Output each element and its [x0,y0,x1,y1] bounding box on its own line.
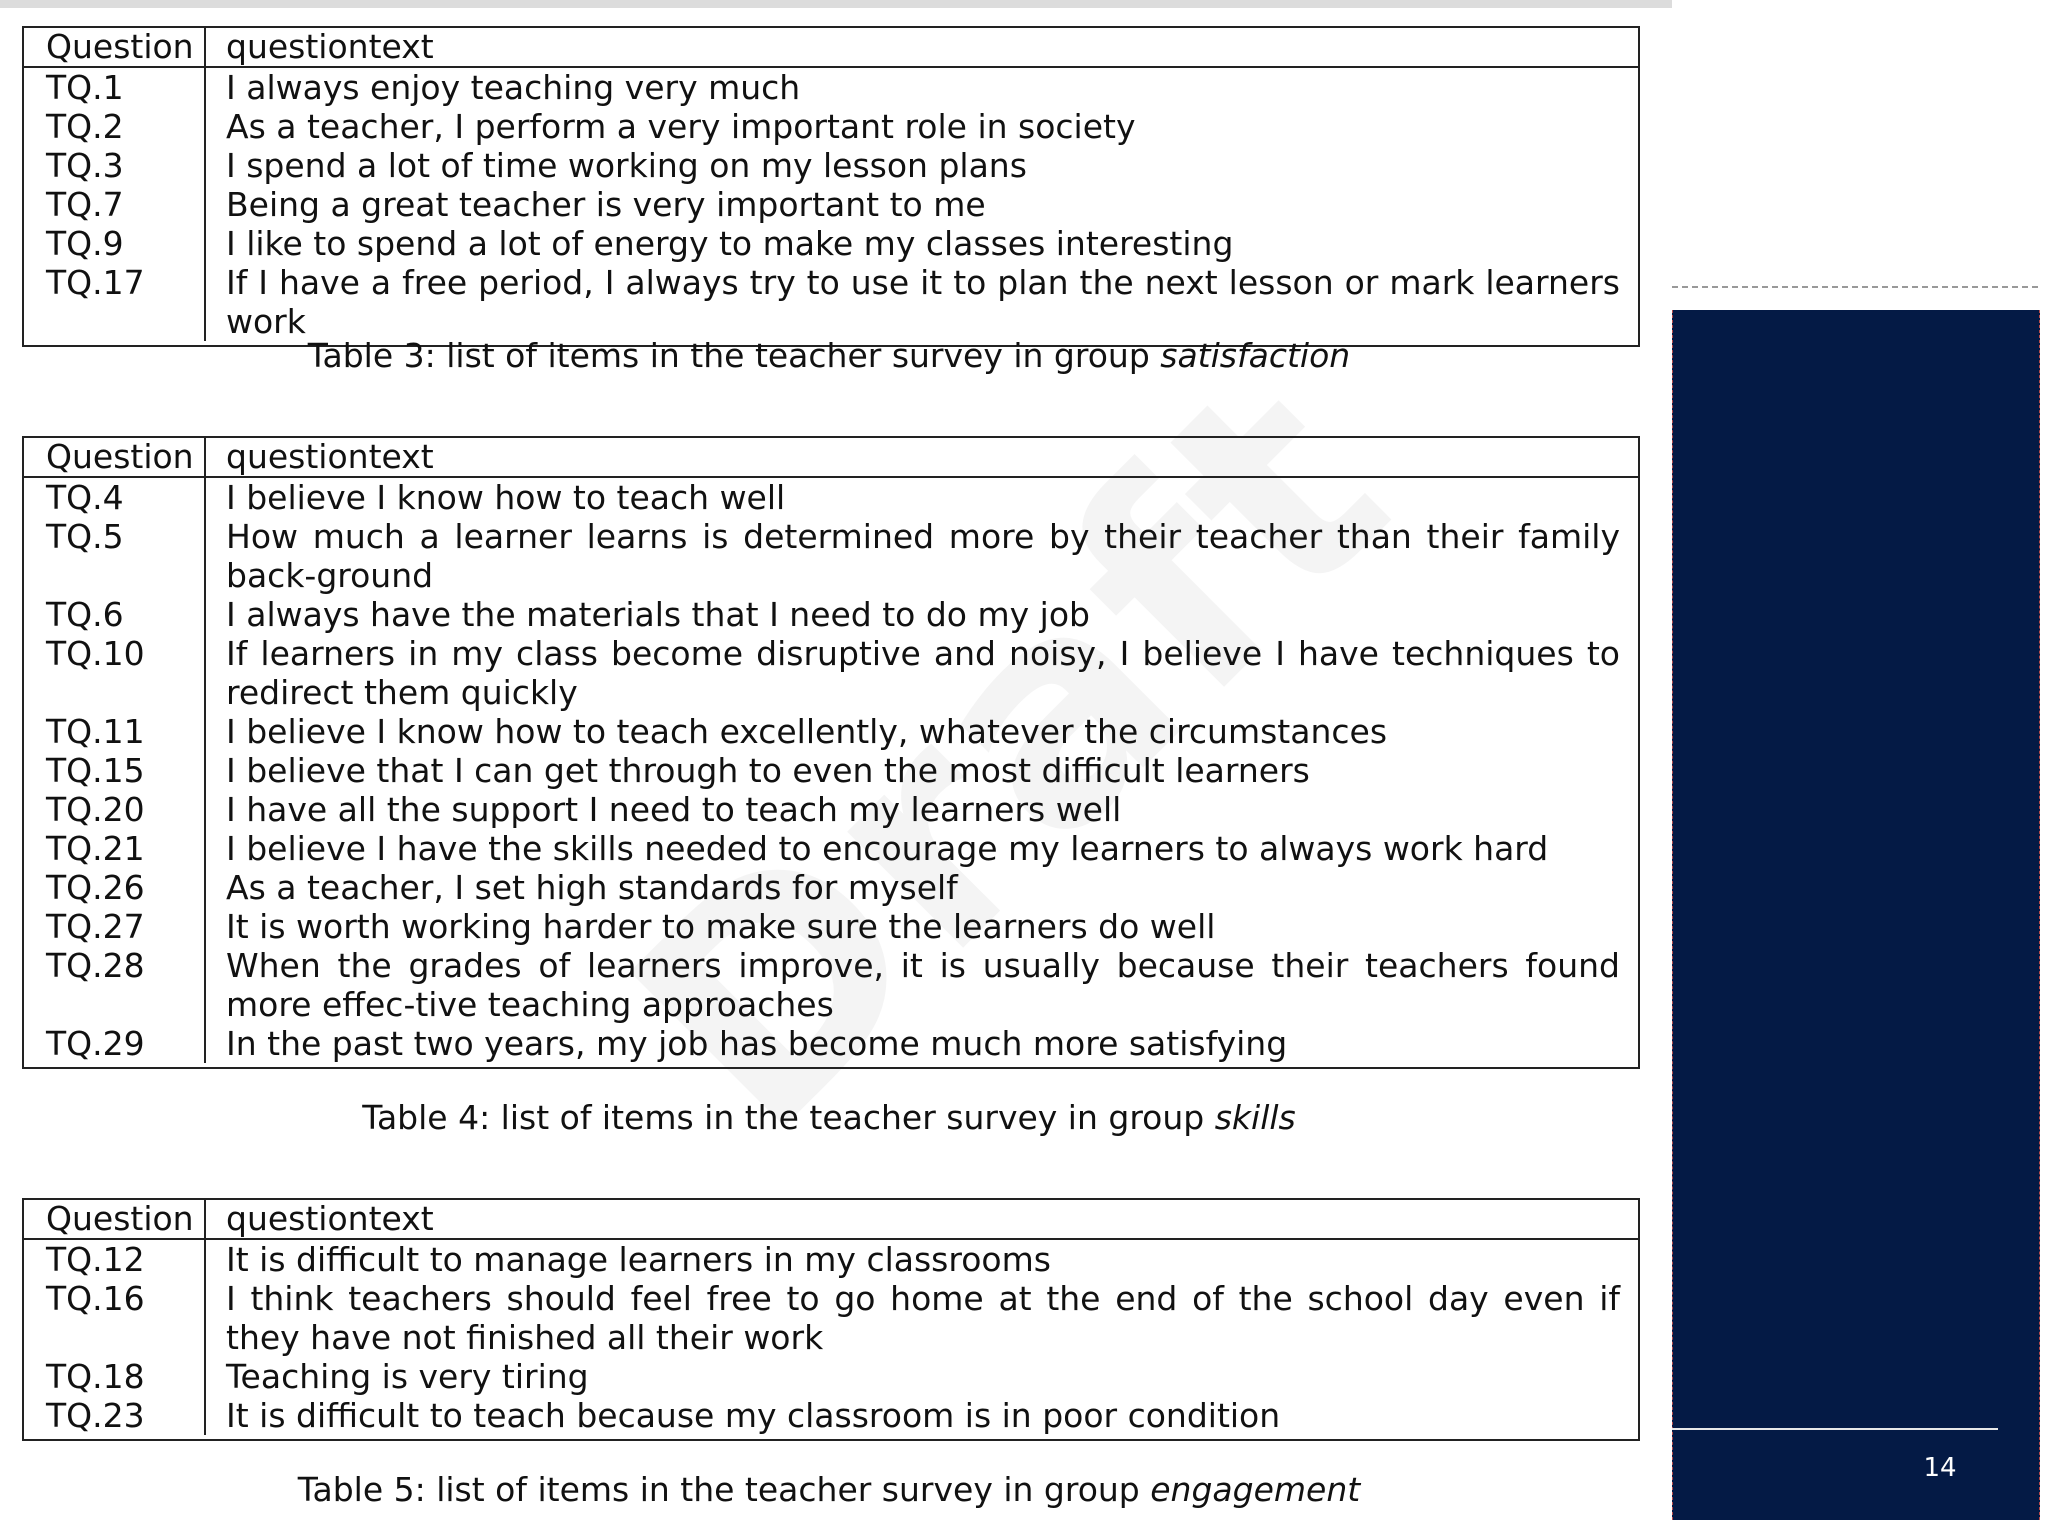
question-id: TQ.29 [24,1024,206,1063]
table-row [24,107,1638,146]
table-row [24,595,1638,634]
question-id: TQ.5 [24,517,206,595]
question-id: TQ.27 [24,907,206,946]
question-text: I like to spend a lot of energy to make my classes interesting [226,224,1234,263]
question-text: I believe that I can get through to even the most difficult learners [226,751,1310,790]
table-row [24,1396,1638,1435]
question-id: TQ.4 [24,478,206,517]
table-row [24,1279,1638,1357]
question-text: I always enjoy teaching very much [226,68,801,107]
question-id: TQ.2 [24,107,206,146]
table-row [24,478,1638,517]
caption-text: Table 5: list of items in the teacher survey in group [297,1470,1151,1509]
question-id: TQ.7 [24,185,206,224]
question-text: I believe I have the skills needed to encourage my learners to always work hard [226,829,1549,868]
question-id: TQ.10 [24,634,206,712]
question-text: I spend a lot of time working on my lesson plans [226,146,1027,185]
table-row [24,829,1638,868]
table-row [24,1024,1638,1063]
question-text: Being a great teacher is very important to me [226,185,986,224]
side-panel-rule [1672,1428,1998,1430]
question-id: TQ.26 [24,868,206,907]
column-header-question: Question [24,438,206,476]
page-number: 14 [1923,1453,1957,1483]
question-id: TQ.20 [24,790,206,829]
table-row [24,185,1638,224]
question-text: How much a learner learns is determined more by their teacher than their family back-ground [226,517,1620,595]
question-text: If I have a free period, I always try to use it to plan the next lesson or mark learners work [226,263,1620,341]
question-text: I always have the materials that I need to do my job [226,595,1090,634]
question-id: TQ.17 [24,263,206,341]
caption-text: Table 4: list of items in the teacher survey in group [362,1098,1215,1137]
question-id: TQ.1 [24,68,206,107]
table-body [24,1240,1638,1439]
question-text: I have all the support I need to teach my learners well [226,790,1122,829]
question-text: It is difficult to teach because my classroom is in poor condition [226,1396,1281,1435]
table-row [24,263,1638,341]
table-row [24,224,1638,263]
column-header-questiontext: questiontext [226,437,434,476]
question-text: I believe I know how to teach well [226,478,786,517]
table-caption-engagement [22,1470,1636,1510]
column-header-question: Question [24,1200,206,1238]
table-row [24,634,1638,712]
question-id: TQ.23 [24,1396,206,1435]
table-caption-satisfaction [22,336,1636,376]
table-skills [22,436,1640,1069]
question-id: TQ.18 [24,1357,206,1396]
question-text: As a teacher, I set high standards for myself [226,868,958,907]
column-header-question: Question [24,28,206,66]
table-header [24,1200,1638,1240]
caption-group: engagement [1150,1470,1361,1509]
table-row [24,146,1638,185]
table-row [24,790,1638,829]
question-id: TQ.21 [24,829,206,868]
question-id: TQ.12 [24,1240,206,1279]
dashed-separator [1672,286,2038,288]
question-id: TQ.6 [24,595,206,634]
table-row [24,712,1638,751]
caption-group: skills [1214,1098,1296,1137]
side-panel [1672,310,2040,1520]
table-engagement [22,1198,1640,1441]
caption-group: satisfaction [1160,336,1351,375]
question-text: Teaching is very tiring [226,1357,589,1396]
table-body [24,68,1638,345]
question-id: TQ.28 [24,946,206,1024]
column-header-questiontext: questiontext [226,27,434,66]
caption-text: Table 3: list of items in the teacher survey in group [307,336,1161,375]
column-header-questiontext: questiontext [226,1199,434,1238]
question-text: It is worth working harder to make sure the learners do well [226,907,1216,946]
table-row [24,751,1638,790]
table-row [24,868,1638,907]
table-row [24,1357,1638,1396]
table-row [24,946,1638,1024]
table-caption-skills [22,1098,1636,1138]
question-text: In the past two years, my job has become much more satisfying [226,1024,1288,1063]
question-id: TQ.3 [24,146,206,185]
table-row [24,517,1638,595]
question-text: As a teacher, I perform a very important role in society [226,107,1136,146]
table-header [24,438,1638,478]
table-row [24,907,1638,946]
question-text: I think teachers should feel free to go home at the end of the school day even if they have not finished all their work [226,1279,1620,1357]
question-id: TQ.15 [24,751,206,790]
table-row [24,1240,1638,1279]
table-header [24,28,1638,68]
table-body [24,478,1638,1067]
question-text: If learners in my class become disruptive and noisy, I believe I have techniques to redirect them quickly [226,634,1620,712]
table-row [24,68,1638,107]
question-id: TQ.16 [24,1279,206,1357]
question-id: TQ.9 [24,224,206,263]
table-satisfaction [22,26,1640,347]
question-text: When the grades of learners improve, it is usually because their teachers found more effec-tive teaching approaches [226,946,1620,1024]
question-text: I believe I know how to teach excellently, whatever the circumstances [226,712,1388,751]
question-id: TQ.11 [24,712,206,751]
question-text: It is difficult to manage learners in my classrooms [226,1240,1051,1279]
top-border-line [0,0,1672,8]
